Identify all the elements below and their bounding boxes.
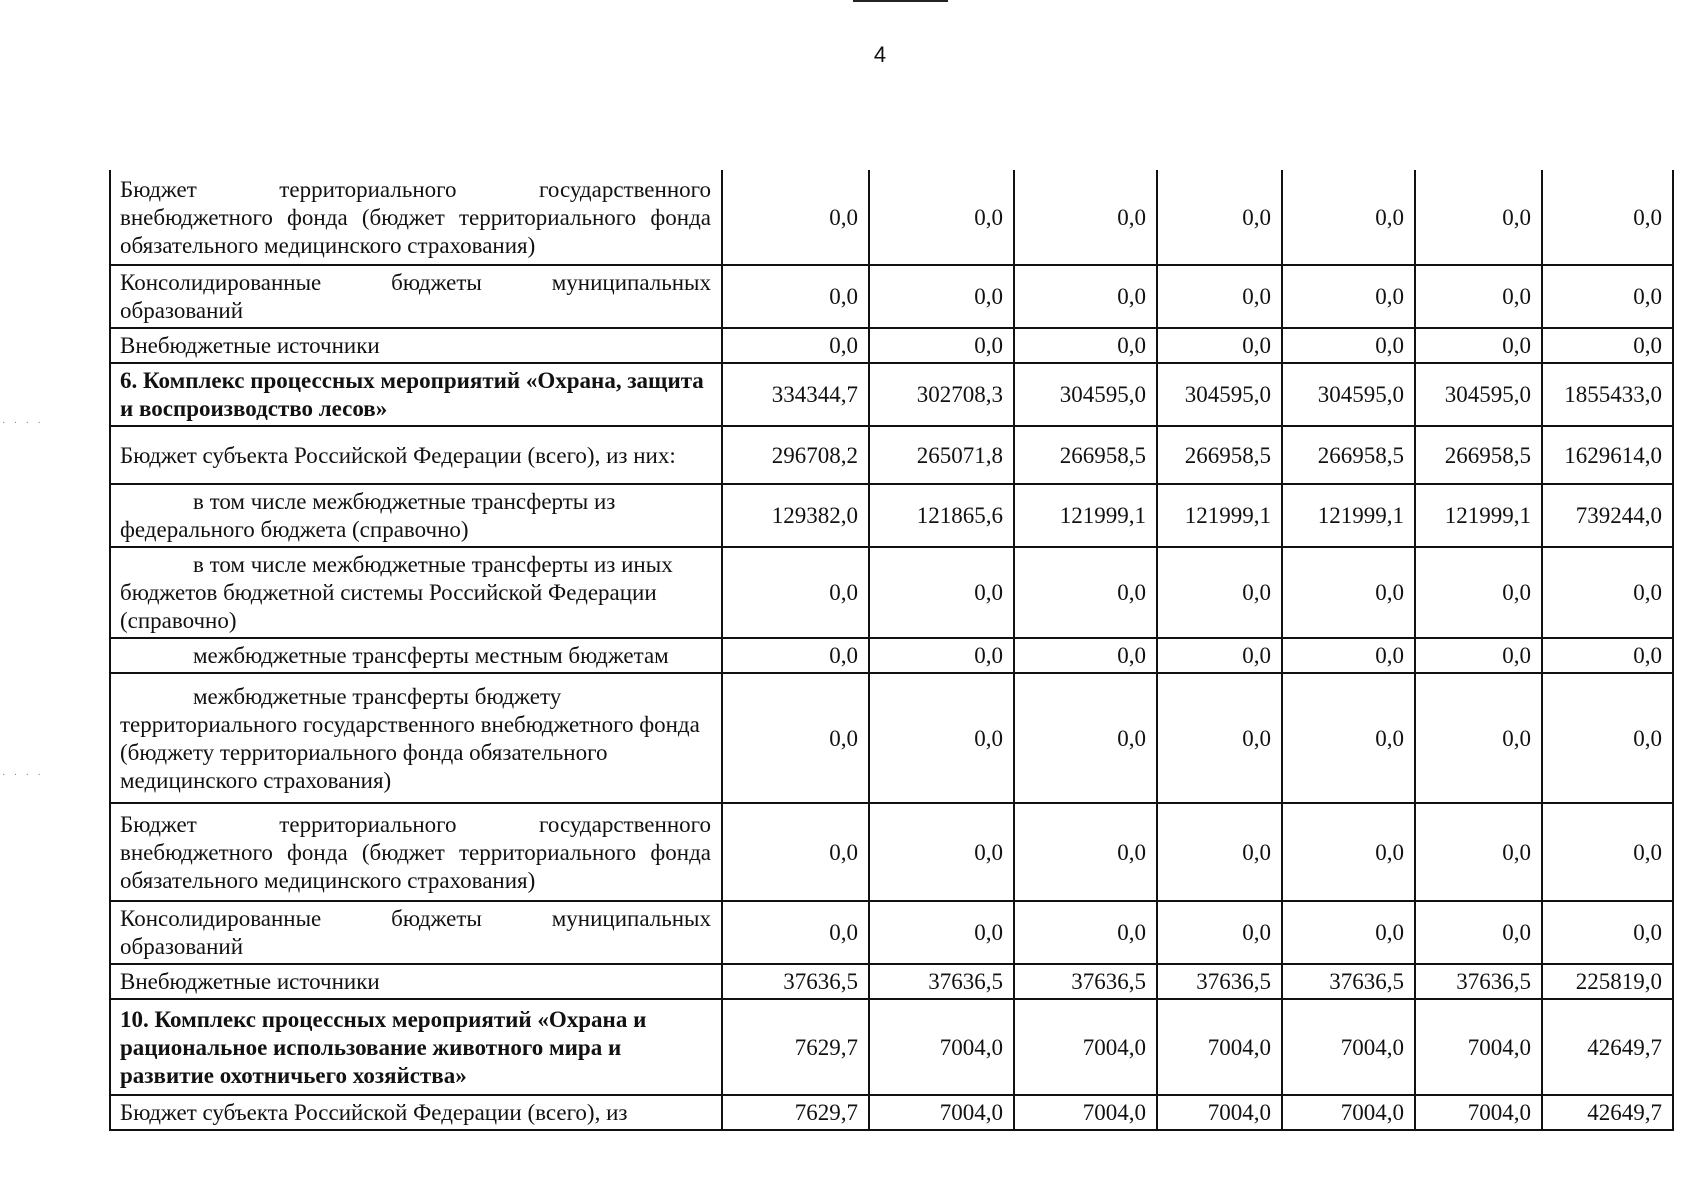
value-cell: 0,0 <box>1415 901 1542 964</box>
value-cell: 0,0 <box>1415 547 1542 638</box>
row-label: Бюджет субъекта Российской Федерации (всего), из <box>110 1095 722 1130</box>
row-label: межбюджетные трансферты местным бюджетам <box>110 638 722 673</box>
value-cell: 0,0 <box>1415 803 1542 901</box>
value-cell: 37636,5 <box>1157 964 1282 999</box>
value-cell: 0,0 <box>1282 673 1415 803</box>
value-cell: 7004,0 <box>1014 1095 1157 1130</box>
value-cell: 0,0 <box>1014 547 1157 638</box>
value-cell: 37636,5 <box>1415 964 1542 999</box>
value-cell: 0,0 <box>1415 265 1542 328</box>
value-cell: 304595,0 <box>1282 363 1415 426</box>
value-cell: 0,0 <box>1014 673 1157 803</box>
table-row <box>110 901 1673 964</box>
value-cell: 0,0 <box>869 328 1014 363</box>
value-cell: 37636,5 <box>1014 964 1157 999</box>
value-cell: 304595,0 <box>1157 363 1282 426</box>
value-cell: 37636,5 <box>869 964 1014 999</box>
value-cell: 0,0 <box>1157 803 1282 901</box>
row-label: Бюджет субъекта Российской Федерации (всего), из них: <box>110 426 722 484</box>
value-cell: 0,0 <box>1157 673 1282 803</box>
value-cell: 7629,7 <box>722 1095 869 1130</box>
value-cell: 7004,0 <box>1282 999 1415 1095</box>
value-cell: 121999,1 <box>1157 484 1282 547</box>
value-cell: 0,0 <box>1157 547 1282 638</box>
value-cell: 0,0 <box>722 265 869 328</box>
value-cell: 0,0 <box>1542 803 1673 901</box>
value-cell: 266958,5 <box>1157 426 1282 484</box>
scan-speck: · · · · <box>2 418 44 429</box>
value-cell: 0,0 <box>1542 170 1673 265</box>
value-cell: 0,0 <box>1415 673 1542 803</box>
value-cell: 37636,5 <box>722 964 869 999</box>
value-cell: 42649,7 <box>1542 999 1673 1095</box>
row-label: Бюджет территориального государственного внебюджетного фонда (бюджет территориального фонда обязательного медицинского страхования) <box>110 803 722 901</box>
value-cell: 266958,5 <box>1282 426 1415 484</box>
table-row <box>110 673 1673 803</box>
value-cell: 121865,6 <box>869 484 1014 547</box>
value-cell: 265071,8 <box>869 426 1014 484</box>
value-cell: 0,0 <box>1282 265 1415 328</box>
value-cell: 0,0 <box>1542 673 1673 803</box>
value-cell: 0,0 <box>869 803 1014 901</box>
value-cell: 7004,0 <box>1157 999 1282 1095</box>
table-row <box>110 547 1673 638</box>
value-cell: 0,0 <box>722 673 869 803</box>
value-cell: 0,0 <box>722 901 869 964</box>
value-cell: 0,0 <box>1157 170 1282 265</box>
table-body <box>110 170 1673 1130</box>
value-cell: 1629614,0 <box>1542 426 1673 484</box>
row-label: в том числе межбюджетные трансферты из иных бюджетов бюджетной системы Российской Федерации (справочно) <box>110 547 722 638</box>
value-cell: 0,0 <box>869 673 1014 803</box>
row-label: Бюджет территориального государственного внебюджетного фонда (бюджет территориального фонда обязательного медицинского страхования) <box>110 170 722 265</box>
value-cell: 0,0 <box>1282 901 1415 964</box>
value-cell: 296708,2 <box>722 426 869 484</box>
value-cell: 0,0 <box>722 547 869 638</box>
value-cell: 266958,5 <box>1415 426 1542 484</box>
value-cell: 304595,0 <box>1415 363 1542 426</box>
value-cell: 121999,1 <box>1282 484 1415 547</box>
table-row <box>110 484 1673 547</box>
value-cell: 129382,0 <box>722 484 869 547</box>
table-row <box>110 363 1673 426</box>
value-cell: 0,0 <box>1282 170 1415 265</box>
budget-table <box>109 170 1674 1131</box>
table-row <box>110 999 1673 1095</box>
value-cell: 42649,7 <box>1542 1095 1673 1130</box>
value-cell: 7004,0 <box>1014 999 1157 1095</box>
value-cell: 7004,0 <box>1415 999 1542 1095</box>
value-cell: 0,0 <box>1157 638 1282 673</box>
value-cell: 266958,5 <box>1014 426 1157 484</box>
value-cell: 225819,0 <box>1542 964 1673 999</box>
value-cell: 121999,1 <box>1014 484 1157 547</box>
row-label: межбюджетные трансферты бюджету территориального государственного внебюджетного фонда (бюджету территориального фонда обязательного медицинского страхования) <box>110 673 722 803</box>
value-cell: 7004,0 <box>1157 1095 1282 1130</box>
row-label: 10. Комплекс процессных мероприятий «Охрана и рациональное использование животного мира и развитие охотничьего хозяйства» <box>110 999 722 1095</box>
value-cell: 0,0 <box>1542 328 1673 363</box>
value-cell: 739244,0 <box>1542 484 1673 547</box>
value-cell: 0,0 <box>1542 547 1673 638</box>
value-cell: 0,0 <box>722 170 869 265</box>
value-cell: 0,0 <box>1542 638 1673 673</box>
page-number: 4 <box>873 42 887 67</box>
scan-speck: · · · · <box>2 770 44 781</box>
table-row <box>110 803 1673 901</box>
value-cell: 0,0 <box>869 170 1014 265</box>
value-cell: 0,0 <box>1282 803 1415 901</box>
row-label: в том числе межбюджетные трансферты из федерального бюджета (справочно) <box>110 484 722 547</box>
value-cell: 0,0 <box>1014 328 1157 363</box>
value-cell: 0,0 <box>1014 265 1157 328</box>
value-cell: 304595,0 <box>1014 363 1157 426</box>
value-cell: 0,0 <box>1415 328 1542 363</box>
value-cell: 0,0 <box>1542 901 1673 964</box>
value-cell: 0,0 <box>1014 638 1157 673</box>
value-cell: 1855433,0 <box>1542 363 1673 426</box>
table-row <box>110 638 1673 673</box>
table-row <box>110 964 1673 999</box>
value-cell: 0,0 <box>1014 901 1157 964</box>
value-cell: 0,0 <box>1014 803 1157 901</box>
row-label: 6. Комплекс процессных мероприятий «Охрана, защита и воспроизводство лесов» <box>110 363 722 426</box>
value-cell: 0,0 <box>1157 265 1282 328</box>
value-cell: 0,0 <box>869 638 1014 673</box>
value-cell: 0,0 <box>1415 638 1542 673</box>
value-cell: 0,0 <box>1014 170 1157 265</box>
value-cell: 334344,7 <box>722 363 869 426</box>
value-cell: 0,0 <box>722 328 869 363</box>
value-cell: 302708,3 <box>869 363 1014 426</box>
value-cell: 7004,0 <box>1282 1095 1415 1130</box>
table-row <box>110 426 1673 484</box>
value-cell: 0,0 <box>1415 170 1542 265</box>
value-cell: 0,0 <box>1282 328 1415 363</box>
value-cell: 0,0 <box>869 265 1014 328</box>
value-cell: 0,0 <box>1157 901 1282 964</box>
table-row <box>110 170 1673 265</box>
value-cell: 0,0 <box>722 803 869 901</box>
value-cell: 0,0 <box>869 901 1014 964</box>
value-cell: 37636,5 <box>1282 964 1415 999</box>
value-cell: 7629,7 <box>722 999 869 1095</box>
value-cell: 0,0 <box>1282 547 1415 638</box>
table-row <box>110 328 1673 363</box>
top-edge-line <box>853 0 948 2</box>
value-cell: 7004,0 <box>869 1095 1014 1130</box>
table-row <box>110 1095 1673 1130</box>
value-cell: 121999,1 <box>1415 484 1542 547</box>
value-cell: 0,0 <box>1157 328 1282 363</box>
value-cell: 7004,0 <box>869 999 1014 1095</box>
value-cell: 0,0 <box>722 638 869 673</box>
table-row <box>110 265 1673 328</box>
value-cell: 0,0 <box>869 547 1014 638</box>
row-label: Внебюджетные источники <box>110 328 722 363</box>
value-cell: 7004,0 <box>1415 1095 1542 1130</box>
row-label: Консолидированные бюджеты муниципальных образований <box>110 901 722 964</box>
row-label: Внебюджетные источники <box>110 964 722 999</box>
value-cell: 0,0 <box>1542 265 1673 328</box>
value-cell: 0,0 <box>1282 638 1415 673</box>
row-label: Консолидированные бюджеты муниципальных образований <box>110 265 722 328</box>
